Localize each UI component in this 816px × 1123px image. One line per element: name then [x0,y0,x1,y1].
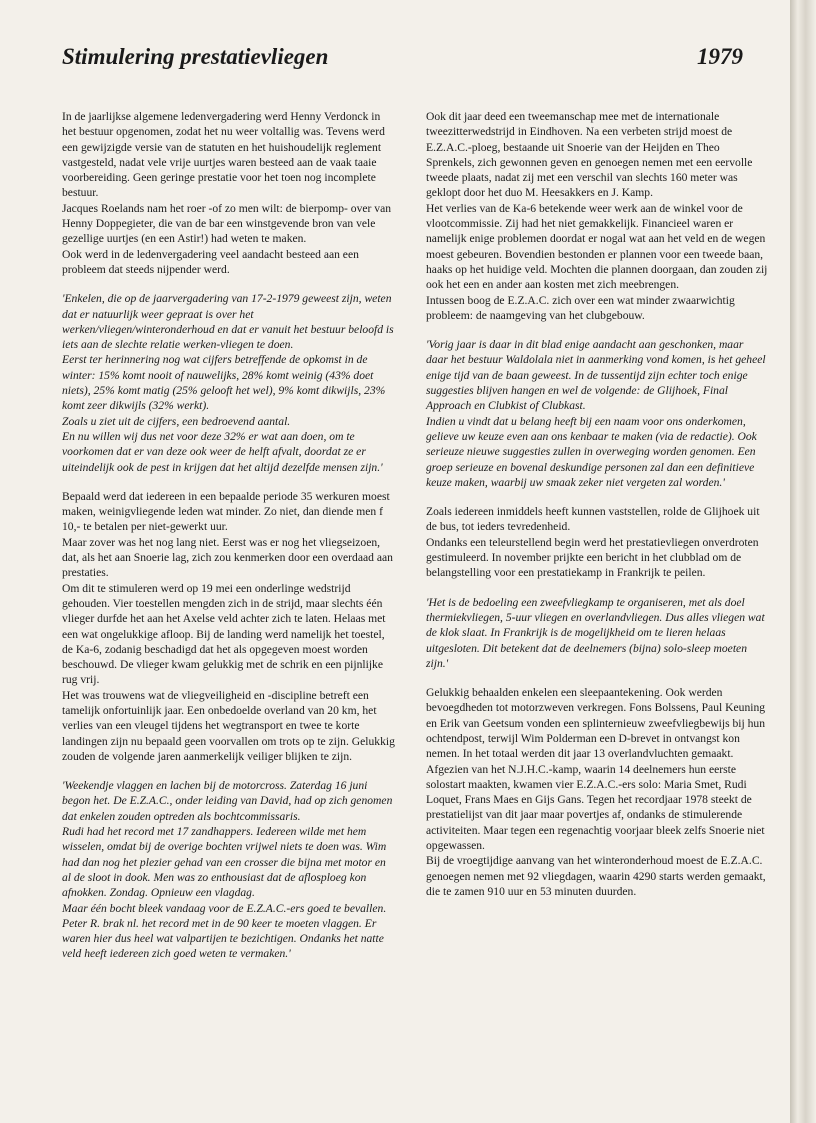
paragraph: Jacques Roelands nam het roer -of zo men wilt: de bierpomp- over van Henny Doppegieter, die van de bar een winstgevende bron van vele gezellige uurtjes (en een Astir!) had weten te maken. [62,201,392,246]
paragraph: In de jaarlijkse algemene ledenvergadering werd Henny Verdonck in het bestuur opgenomen, zodat het nu weer voltallig was. Tevens werd een gewijzigde versie van de statuten en het huishoudelijk reglement vastgesteld, nadat vele vrije uurtjes waren besteed aan de vaak taaie voorbereiding. Geen geringe prestatie voor het toen nog incomplete bestuur. [62,110,385,200]
paragraph: Ook dit jaar deed een tweemanschap mee met de internationale tweezitterwedstrijd in Eindhoven. Na een verbeten strijd moest de E.Z.A.C.-ploeg, bestaande uit Snoerie van der Heijden en Theo Sprenkels, zich gewonnen geven en genoegen nemen met een eervolle tweede plaats, nadat zij met een verschil van slechts 160 meter was geklopt door het duo M. Heesakkers en J. Kamp. [426,110,753,200]
paragraph: Het was trouwens wat de vliegveiligheid en -discipline betreft een tamelijk onfortuinlijk jaar. Een onbedoelde overland van 20 km, het verlies van een vleugel tijdens het wegtransport en twee te korte landingen zijn nu bepaald geen voorvallen om trots op te zijn. Gelukkig zouden de volgende jaren aanmerkelijk veiliger blijken te zijn. [62,688,395,763]
left-column [62,109,397,962]
paragraph: Om dit te stimuleren werd op 19 mei een onderlinge wedstrijd gehouden. Vier toestellen mengden zich in de strijd, maar slechts één vlieger durfde het aan het Axelse veld achter zich te laten. Helaas met een wat ongelukkige afloop. Bij de landing werd namelijk het toestel, de Ka-6, zodanig beschadigd dat het als opgegeven moest worden beschouwd. De vlieger kwam gelukkig met de schrik en een pijnlijke rug vrij. [62,581,386,687]
quoted-paragraph: Maar één bocht bleek vandaag voor de E.Z.A.C.-ers goed te bevallen. Peter R. brak nl. het record met in de 90 keer te moeten vlaggen. Er waren hier dus heel wat valpartijen te bezichtigen. Ondanks het natte veld heeft iedereen zich goed weten te vermaken.' [62,901,387,961]
paragraph: Zoals iedereen inmiddels heeft kunnen vaststellen, rolde de Glijhoek uit de bus, tot ieders tevredenheid. [426,505,760,534]
paragraph: Gelukkig behaalden enkelen een sleepaantekening. Ook werden bevoegdheden tot motorzweven verkregen. Fons Bolssens, Paul Keuning en Erik van Geetsum vonden een splinternieuw zweefvliegbewijs bij hun ochtendpost, terwijl Wim Polderman een D-brevet in ontvangst kon nemen. In het totaal werden dit jaar 13 overlandvluchten gemaakt. [426,686,766,761]
quoted-paragraph: En nu willen wij dus net voor deze 32% er wat aan doen, om te voorkomen dat er van deze ook weer de helft afvalt, doordat ze er uiteindelijk ook de pest in krijgen dat het altijd dezelfde mensen zijn.' [62,429,383,474]
paragraph: Ook werd in de ledenvergadering veel aandacht besteed aan een probleem dat steeds nijpender werd. [62,247,359,276]
page-title: Stimulering prestatievliegen [62,44,329,69]
paragraph: Intussen boog de E.Z.A.C. zich over een wat minder zwaarwichtig probleem: de naamgeving van het clubgebouw. [426,293,735,322]
paragraph: Het verlies van de Ka-6 betekende weer werk aan de winkel voor de vlootcommissie. Zij had het niet gemakkelijk. Financieel waren er namelijk enige problemen doordat er nogal wat aan het veld en de wegen moest gebeuren. Bovendien bestonden er plannen voor een tweede baan, haaks op het huidige veld. Mochten die plannen doorgaan, dan zouden zij ook het een en ander aan kosten met zich meebrengen. [426,201,768,292]
quoted-paragraph: 'Het is de bedoeling een zweefvliegkamp te organiseren, met als doel thermiekvliegen, 5-uur vliegen en overlandvliegen. Dus alles vliegen wat de klok slaat. In Frankrijk is de mogelijkheid om te lieren helaas uitgesloten. Dit betekent dat de deelnemers (bijna) solo-sleep moeten zijn.' [426,595,765,670]
right-column [426,109,768,899]
quoted-paragraph: 'Enkelen, die op de jaarvergadering van 17-2-1979 geweest zijn, weten dat er natuurlijk weer gepraat is over het werken/vliegen/winteronderhoud en dat er vanuit het bestuur beloofd is iets aan de slechte relatie werken-vliegen te doen. [62,292,394,352]
quoted-paragraph: Indien u vindt dat u belang heeft bij een naam voor ons onderkomen, gelieve uw keuze even aan ons kenbaar te maken (via de redactie). Ook serieuze nieuwe suggesties zullen in overweging worden genomen. Een groep serieuze en bovenal deskundige personen zal dan een definitieve keuze maken, waarbij uw smaak zeker niet vergeten zal worden.' [426,414,757,489]
quoted-paragraph: 'Weekendje vlaggen en lachen bij de motorcross. Zaterdag 16 juni begon het. De E.Z.A.C., onder leiding van David, had op zich genomen dat enkelen zouden optreden als bochtcommissaris. [62,779,393,823]
paragraph: Ondanks een teleurstellend begin werd het prestatievliegen onverdroten gestimuleerd. In november prijkte een bericht in het clubblad om de belangstelling voor een prestatiekamp in Frankrijk te peilen. [426,535,759,580]
paragraph: Afgezien van het N.J.H.C.-kamp, waarin 14 deelnemers hun eerste solostart maakten, kwamen vier E.Z.A.C.-ers solo: Maria Smet, Rudi Loquet, Frans Maes en Gijs Gans. Tegen het recordjaar 1978 steekt de prestatielijst van dit jaar maar povertjes af, ondanks de stimulerende activiteiten. Maar tegen een regenachtig voorjaar bleek zelfs Snoerie niet opgewassen. [426,762,765,853]
quoted-paragraph: Zoals u ziet uit de cijfers, een bedroevend aantal. [62,414,291,428]
paragraph: Bepaald werd dat iedereen in een bepaalde periode 35 werkuren moest maken, weinigvliegende leden wat minder. Zo niet, dan diende men f 10,- te betalen per niet-gewerkt uur. [62,489,390,534]
quoted-paragraph: 'Vorig jaar is daar in dit blad enige aandacht aan geschonken, maar daar het bestuur Waldolala niet in aanmerking vond komen, is het geheel enige tijd van de baan geweest. In de tussentijd zijn echter toch enige suggesties blijven hangen en wel de volgende: de Glijhoek, Final Approach en Clubkist of Clubkast. [426,338,766,413]
page-edge [790,0,816,1123]
paragraph: Bij de vroegtijdige aanvang van het winteronderhoud moest de E.Z.A.C. genoegen nemen met 92 vliegdagen, waarin 4290 starts werden gemaakt, die te zamen 910 uur en 53 minuten duurden. [426,854,766,898]
page-year: 1979 [697,44,743,69]
quoted-paragraph: Rudi had het record met 17 zandhappers. Iedereen wilde met hem wisselen, omdat bij de overige bochten vrijwel niets te doen was. Wim had dan nog het plezier gehad van een crosser die bijna met motor en al de sloot in dook. Men was zo enthousiast dat de aflosploeg kon afnokken. Zondag. Opnieuw een vlagdag. [62,825,387,900]
paragraph: Maar zover was het nog lang niet. Eerst was er nog het vliegseizoen, dat, als het aan Snoerie lag, zich zou kenmerken door een overdaad aan prestaties. [62,535,393,580]
quoted-paragraph: Eerst ter herinnering nog wat cijfers betreffende de opkomst in de winter: 15% komt nooit of nauwelijks, 28% komt weinig (43% doet niets), 25% komt matig (25% gelooft het wel), 9% komt dikwijls, 23% komt zeer dikwijls (32% werkt). [62,353,386,413]
